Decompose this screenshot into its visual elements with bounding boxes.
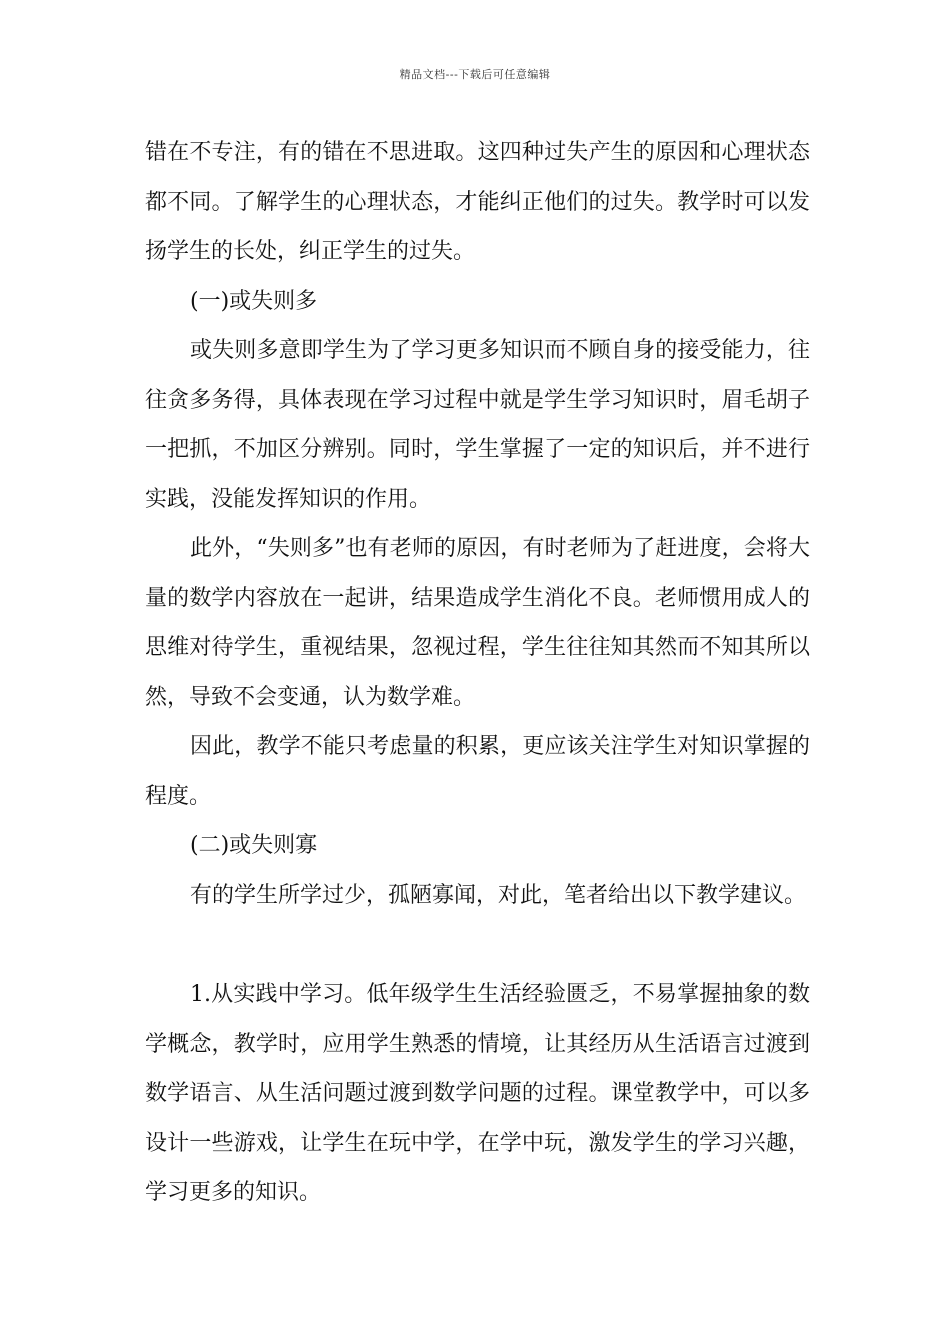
paragraph-3: 因此，教学不能只考虑量的积累，更应该关注学生对知识掌握的程度。 xyxy=(145,734,810,809)
page-header: 精品文档---下载后可任意编辑 xyxy=(399,68,551,81)
section-heading-1: (一)或失则多 xyxy=(190,288,318,314)
paragraph-continuation: 错在不专注，有的错在不思进取。这四种过失产生的原因和心理状态都不同。了解学生的心理状态，才能纠正他们的过失。教学时可以发扬学生的长处，纠正学生的过失。 xyxy=(145,140,810,264)
paragraph-1: 或失则多意即学生为了学习更多知识而不顾自身的接受能力，往往贪多务得，具体表现在学习过程中就是学生学习知识时，眉毛胡子一把抓，不加区分辨别。同时，学生掌握了一定的知识后，并不进行实践，没能发挥知识的作用。 xyxy=(145,338,810,512)
paragraph-4: 有的学生所学过少，孤陋寡闻，对此，笔者给出以下教学建议。 xyxy=(190,882,807,908)
document-body xyxy=(145,128,810,1218)
blank-gap xyxy=(145,920,810,970)
section-heading-2: (二)或失则寡 xyxy=(190,833,318,858)
paragraph-5: 1.从实践中学习。低年级学生生活经验匮乏，不易掌握抽象的数学概念，教学时，应用学生熟悉的情境，让其经历从生活语言过渡到数学语言、从生活问题过渡到数学问题的过程。课堂教学中，可以多设计一些游戏，让学生在玩中学，在学中玩，激发学生的学习兴趣，学习更多的知识。 xyxy=(145,982,810,1205)
paragraph-2: 此外，“失则多”也有老师的原因，有时老师为了赶进度，会将大量的数学内容放在一起讲，结果造成学生消化不良。老师惯用成人的思维对待学生，重视结果，忽视过程，学生往往知其然而不知其所以然，导致不会变通，认为数学难。 xyxy=(145,536,810,710)
